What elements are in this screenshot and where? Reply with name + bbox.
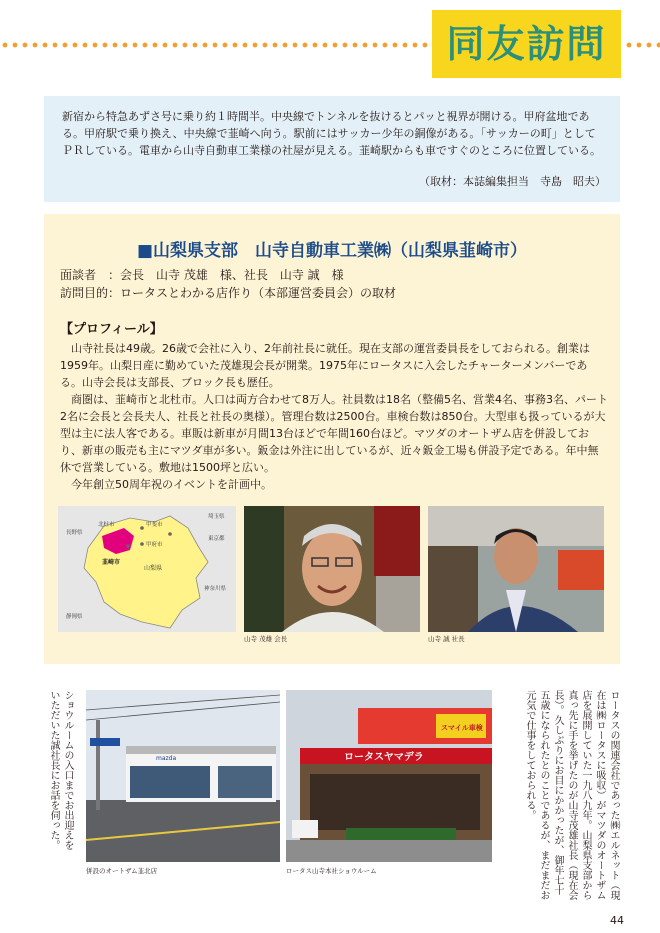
dotted-rule-right <box>624 40 660 50</box>
profile-text <box>60 340 608 493</box>
interviewee: 面談者 ：会長 山寺 茂雄 様、社長 山寺 誠 様 <box>60 268 344 282</box>
vertical-text-right: ロータスの関連会社であった㈱エルネット（現在は㈱ロータスに吸収）がマツダのオートザム店を展開していた一九八九年。山梨県支部から真っ先に手を挙げたのが山寺茂雄社長（現在会長）。久しぶりにお目にかかったが、御年七十五歳になられたとのことであるが、まだまだお元気で仕事をしておられる。 <box>524 690 619 900</box>
map-label-hokuto: 北杜市 <box>98 522 115 528</box>
map-label-shizuoka: 静岡県 <box>66 614 83 620</box>
yamanashi-map <box>58 506 236 632</box>
profile-paragraph: 今年創立50周年祝のイベントを計画中。 <box>71 478 272 491</box>
company-heading: ■山梨県支部 山寺自動車工業㈱（山梨県韮崎市） <box>136 241 528 261</box>
intro-credit: （取材：本誌編集担当 寺島 昭夫） <box>419 175 606 188</box>
chairman-caption: 山寺 茂雄 会長 <box>244 635 288 643</box>
president-caption: 山寺 誠 社長 <box>428 635 465 643</box>
intro-text: 新宿から特急あずさ号に乗り約１時間半。中央線でトンネルを抜けるとパッと視界が開ける。甲府盆地である。甲府駅で乗り換え、中央線で韮崎へ向う。駅前にはサッカー少年の銅像がある。「サッカーの町」としてＰＲしている。電車から山寺自動車工業様の社屋が見える。韮崎駅からも車ですぐのところに位置している。 <box>62 110 601 157</box>
map-label-nagano: 長野県 <box>66 530 83 536</box>
showroom-caption: ロータス山寺本社ショウルーム <box>286 867 377 875</box>
autozam-photo <box>86 690 280 862</box>
profile-paragraph: 商圏は、韮崎市と北杜市。人口は両方合わせて8万人。社員数は18名（整備5名、営業4名、事務3名、パート2名に会長と会長夫人、社長と社長の奥様）。管理台数は2500台。車検台数は850台。大型車も扱っているが大型は主に法人客である。車販は新車が月間13台ほどで年間160台ほど。マツダのオートザム店を併設しており、新車の販売も主にマツダ車が多い。鈑金は外注に出しているが、近々鈑金工場も併設予定である。年中無休で営業している。敷地は1500坪と広い。 <box>60 393 608 474</box>
page-number: 44 <box>610 914 624 927</box>
smile-sign: スマイル車検 <box>441 724 483 732</box>
map-label-yamanashi: 山梨県 <box>144 565 163 572</box>
map-label-kofu: 甲府市 <box>146 542 163 548</box>
map-label-tokyo: 東京都 <box>208 536 225 542</box>
map-label-nirasaki: 韮崎市 <box>102 559 121 566</box>
showroom-photo <box>286 690 492 862</box>
map-label-saitama: 埼玉県 <box>208 514 225 520</box>
profile-panel <box>44 214 620 664</box>
intro-box <box>44 96 620 202</box>
profile-paragraph: 山寺社長は49歳。26歳で会社に入り、2年前社長に就任。現在支部の運営委員長をしておられる。創業は1959年。山梨日産に勤めていた茂雄現会長が開業。1975年にロータスに入会したチャーターメンバーである。山寺会長は支部長、ブロック長も歴任。 <box>60 342 590 389</box>
brand-sign: mazda <box>156 755 177 762</box>
visit-purpose: 訪問目的：ロータスとわかる店作り（本部運営委員会）の取材 <box>60 286 397 300</box>
lotus-sign: ロータスヤマデラ <box>344 752 424 763</box>
map-label-kanagawa: 神奈川県 <box>204 586 227 592</box>
vertical-text-left: ショウルームの入口までお出迎えをいただいた誠社長にお話を伺った。 <box>48 690 73 850</box>
profile-heading: 【プロフィール】 <box>60 322 163 337</box>
section-title-box <box>432 10 621 78</box>
map-label-kai: 甲斐市 <box>146 522 163 528</box>
dotted-rule-left <box>0 40 428 50</box>
autozam-caption: 併設のオートザム韮北店 <box>86 867 158 875</box>
chairman-photo <box>244 506 420 632</box>
president-photo <box>428 506 604 632</box>
section-title: 同友訪問 <box>446 22 607 66</box>
